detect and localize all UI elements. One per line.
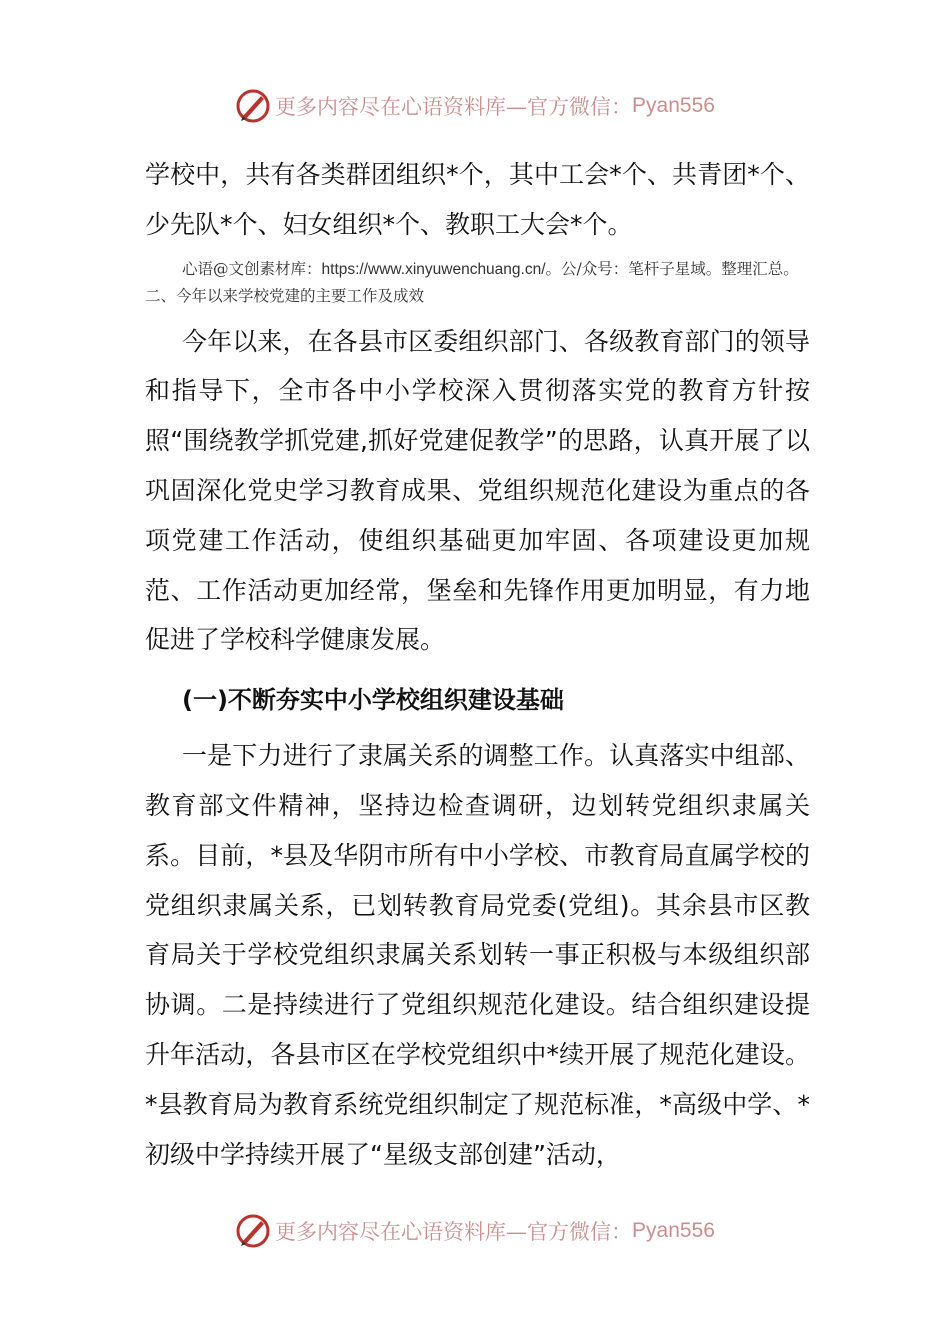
pen-logo-icon (235, 88, 271, 124)
watermark-text: 更多内容尽在心语资料库—官方微信： (275, 1220, 633, 1244)
watermark-text: 更多内容尽在心语资料库—官方微信： (275, 95, 633, 119)
pen-logo-icon (235, 1213, 271, 1249)
document-body (145, 150, 810, 1179)
watermark-wechat-id: Pyan556 (632, 94, 715, 117)
source-note (145, 256, 810, 309)
source-note-suffix: 。公/众号：笔杆子星域。整理汇总。二、今年以来学校党建的主要工作及成效 (145, 259, 799, 305)
source-note-url: https://www.xinyuwenchuang.cn/ (321, 260, 546, 278)
watermark-footer (0, 1211, 950, 1251)
paragraph-overview: 今年以来，在各县市区委组织部门、各级教育部门的领导和指导下，全市各中小学校深入贯彻落实党的教育方针按照“围绕教学抓党建,抓好党建促教学”的思路，认真开展了以巩固深化党史学习教育成果、党组织规范化建设为重点的各项党建工作活动，使组织基础更加牢固、各项建设更加规范、工作活动更加经常，堡垒和先锋作用更加明显，有力地促进了学校科学健康发展。 (145, 326, 810, 655)
source-note-prefix: 心语@文创素材库： (182, 259, 322, 278)
section-heading: (一)不断夯实中小学校组织建设基础 (182, 686, 564, 715)
watermark-header (0, 86, 950, 126)
watermark-wechat-id: Pyan556 (632, 1219, 715, 1242)
paragraph-group-orgs: 学校中，共有各类群团组织*个，其中工会*个、共青团*个、少先队*个、妇女组织*个、教职工大会*个。 (145, 160, 810, 239)
paragraph-org-building: 一是下力进行了隶属关系的调整工作。认真落实中组部、教育部文件精神，坚持边检查调研，边划转党组织隶属关系。目前，*县及华阴市所有中小学校、市教育局直属学校的党组织隶属关系，已划转教育局党委(党组)。其余县市区教育局关于学校党组织隶属关系划转一事正积极与本级组织部协调。二是持续进行了党组织规范化建设。结合组织建设提升年活动，各县市区在学校党组织中*续开展了规范化建设。*县教育局为教育系统党组织制定了规范标准，*高级中学、*初级中学持续开展了“星级支部创建”活动， (145, 741, 810, 1169)
